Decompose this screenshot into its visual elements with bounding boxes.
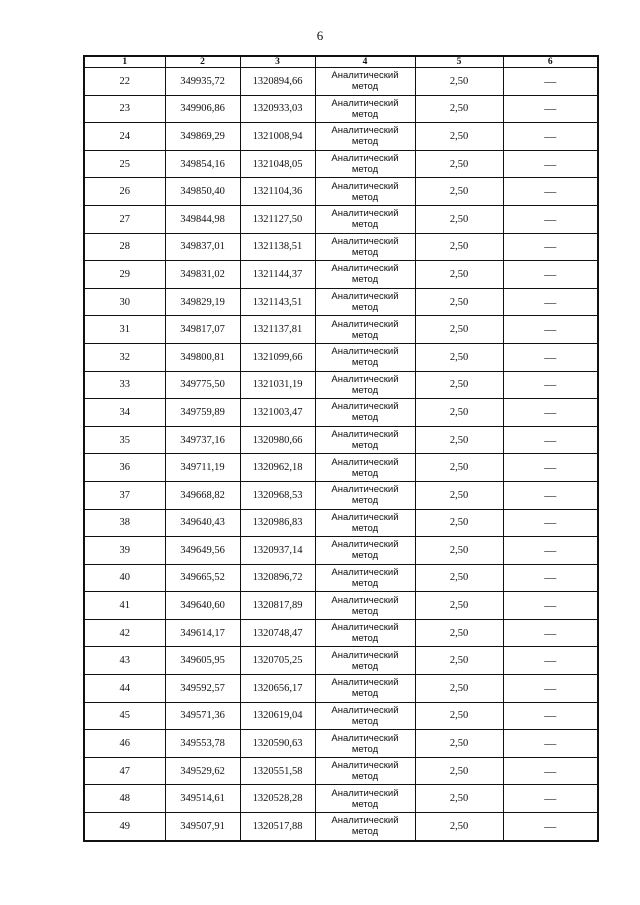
coordinate-y: 1321143,51 — [240, 288, 315, 316]
note-dash: — — [503, 288, 598, 316]
method-cell — [315, 150, 415, 178]
table-row — [84, 343, 598, 371]
coordinate-y: 1320933,03 — [240, 95, 315, 123]
method-line-1: Аналитический — [331, 153, 399, 165]
method-cell — [315, 288, 415, 316]
note-dash: — — [503, 481, 598, 509]
coordinate-y: 1321003,47 — [240, 399, 315, 427]
method-line-2: метод — [351, 771, 379, 783]
method-line-1: Аналитический — [331, 373, 399, 385]
accuracy-value: 2,50 — [415, 702, 503, 730]
table-row — [84, 123, 598, 151]
point-number: 36 — [84, 454, 165, 482]
point-number: 41 — [84, 592, 165, 620]
point-number: 43 — [84, 647, 165, 675]
method-line-1: Аналитический — [331, 566, 399, 578]
method-line-2: метод — [351, 550, 379, 562]
coordinate-x: 349571,36 — [165, 702, 240, 730]
point-number: 27 — [84, 205, 165, 233]
method-cell — [315, 261, 415, 289]
method-cell — [315, 68, 415, 96]
accuracy-value: 2,50 — [415, 813, 503, 841]
coordinate-y: 1320894,66 — [240, 68, 315, 96]
note-dash: — — [503, 371, 598, 399]
accuracy-value: 2,50 — [415, 619, 503, 647]
method-line-2: метод — [351, 384, 379, 396]
method-line-1: Аналитический — [331, 484, 399, 496]
coordinate-x: 349614,17 — [165, 619, 240, 647]
coordinate-x: 349640,60 — [165, 592, 240, 620]
coordinate-x: 349514,61 — [165, 785, 240, 813]
coordinate-y: 1320937,14 — [240, 537, 315, 565]
coordinate-y: 1321031,19 — [240, 371, 315, 399]
method-cell — [315, 123, 415, 151]
note-dash: — — [503, 509, 598, 537]
table-row — [84, 316, 598, 344]
note-dash: — — [503, 95, 598, 123]
note-dash: — — [503, 564, 598, 592]
coordinate-y: 1321099,66 — [240, 343, 315, 371]
coordinate-x: 349869,29 — [165, 123, 240, 151]
coordinate-y: 1320962,18 — [240, 454, 315, 482]
method-line-1: Аналитический — [331, 511, 399, 523]
point-number: 44 — [84, 675, 165, 703]
table-header-row — [84, 56, 598, 68]
point-number: 38 — [84, 509, 165, 537]
accuracy-value: 2,50 — [415, 509, 503, 537]
coordinate-y: 1321008,94 — [240, 123, 315, 151]
method-line-2: метод — [351, 108, 379, 120]
coordinate-y: 1320980,66 — [240, 426, 315, 454]
coordinate-y: 1321144,37 — [240, 261, 315, 289]
method-line-2: метод — [351, 357, 379, 369]
coordinate-y: 1320528,28 — [240, 785, 315, 813]
method-cell — [315, 509, 415, 537]
note-dash: — — [503, 619, 598, 647]
coordinate-x: 349831,02 — [165, 261, 240, 289]
coordinate-x: 349817,07 — [165, 316, 240, 344]
method-cell — [315, 537, 415, 565]
table-row — [84, 68, 598, 96]
coordinate-x: 349935,72 — [165, 68, 240, 96]
coordinate-x: 349529,62 — [165, 757, 240, 785]
method-line-1: Аналитический — [331, 208, 399, 220]
note-dash: — — [503, 150, 598, 178]
coordinate-x: 349837,01 — [165, 233, 240, 261]
note-dash: — — [503, 399, 598, 427]
method-line-1: Аналитический — [331, 97, 399, 109]
point-number: 29 — [84, 261, 165, 289]
accuracy-value: 2,50 — [415, 426, 503, 454]
accuracy-value: 2,50 — [415, 592, 503, 620]
point-number: 47 — [84, 757, 165, 785]
method-cell — [315, 399, 415, 427]
method-line-1: Аналитический — [331, 539, 399, 551]
method-line-2: метод — [351, 715, 379, 727]
point-number: 25 — [84, 150, 165, 178]
table-row — [84, 619, 598, 647]
table-row — [84, 757, 598, 785]
coordinate-x: 349605,95 — [165, 647, 240, 675]
method-line-1: Аналитический — [331, 649, 399, 661]
coordinate-x: 349649,56 — [165, 537, 240, 565]
table-row — [84, 288, 598, 316]
accuracy-value: 2,50 — [415, 150, 503, 178]
note-dash: — — [503, 785, 598, 813]
coordinate-x: 349640,43 — [165, 509, 240, 537]
table-row — [84, 675, 598, 703]
coordinate-x: 349737,16 — [165, 426, 240, 454]
coordinate-y: 1320590,63 — [240, 730, 315, 758]
accuracy-value: 2,50 — [415, 757, 503, 785]
accuracy-value: 2,50 — [415, 68, 503, 96]
method-line-1: Аналитический — [331, 291, 399, 303]
point-number: 42 — [84, 619, 165, 647]
method-line-1: Аналитический — [331, 622, 399, 634]
method-cell — [315, 95, 415, 123]
method-line-2: метод — [351, 522, 379, 534]
point-number: 24 — [84, 123, 165, 151]
accuracy-value: 2,50 — [415, 647, 503, 675]
point-number: 30 — [84, 288, 165, 316]
table-row — [84, 813, 598, 841]
accuracy-value: 2,50 — [415, 95, 503, 123]
column-header-3: 3 — [240, 56, 315, 68]
method-line-2: метод — [351, 246, 379, 258]
coordinate-x: 349665,52 — [165, 564, 240, 592]
table-row — [84, 95, 598, 123]
method-line-2: метод — [351, 826, 379, 838]
table-row — [84, 702, 598, 730]
table-row — [84, 537, 598, 565]
point-number: 26 — [84, 178, 165, 206]
point-number: 33 — [84, 371, 165, 399]
method-cell — [315, 730, 415, 758]
note-dash: — — [503, 178, 598, 206]
accuracy-value: 2,50 — [415, 730, 503, 758]
coordinate-x: 349850,40 — [165, 178, 240, 206]
table-row — [84, 399, 598, 427]
coordinate-y: 1320551,58 — [240, 757, 315, 785]
coordinate-y: 1320517,88 — [240, 813, 315, 841]
coordinate-y: 1320968,53 — [240, 481, 315, 509]
table-row — [84, 150, 598, 178]
coordinate-x: 349553,78 — [165, 730, 240, 758]
method-line-2: метод — [351, 798, 379, 810]
coordinate-y: 1321138,51 — [240, 233, 315, 261]
table-row — [84, 481, 598, 509]
point-number: 45 — [84, 702, 165, 730]
point-number: 48 — [84, 785, 165, 813]
method-line-2: метод — [351, 660, 379, 672]
table-row — [84, 785, 598, 813]
note-dash: — — [503, 537, 598, 565]
coordinate-x: 349775,50 — [165, 371, 240, 399]
method-line-1: Аналитический — [331, 70, 399, 82]
method-cell — [315, 647, 415, 675]
method-line-2: метод — [351, 274, 379, 286]
accuracy-value: 2,50 — [415, 371, 503, 399]
coordinate-x: 349668,82 — [165, 481, 240, 509]
coordinate-x: 349844,98 — [165, 205, 240, 233]
point-number: 32 — [84, 343, 165, 371]
method-cell — [315, 757, 415, 785]
method-cell — [315, 592, 415, 620]
note-dash: — — [503, 675, 598, 703]
accuracy-value: 2,50 — [415, 178, 503, 206]
method-line-2: метод — [351, 302, 379, 314]
table-row — [84, 564, 598, 592]
accuracy-value: 2,50 — [415, 205, 503, 233]
method-cell — [315, 702, 415, 730]
column-header-5: 5 — [415, 56, 503, 68]
coordinate-y: 1321137,81 — [240, 316, 315, 344]
accuracy-value: 2,50 — [415, 343, 503, 371]
coordinate-x: 349759,89 — [165, 399, 240, 427]
note-dash: — — [503, 123, 598, 151]
method-line-2: метод — [351, 440, 379, 452]
method-line-1: Аналитический — [331, 346, 399, 358]
column-header-1: 1 — [84, 56, 165, 68]
coordinate-x: 349800,81 — [165, 343, 240, 371]
method-line-2: метод — [351, 743, 379, 755]
table-row — [84, 205, 598, 233]
method-line-2: метод — [351, 81, 379, 93]
note-dash: — — [503, 261, 598, 289]
coordinate-y: 1320705,25 — [240, 647, 315, 675]
accuracy-value: 2,50 — [415, 233, 503, 261]
accuracy-value: 2,50 — [415, 537, 503, 565]
point-number: 23 — [84, 95, 165, 123]
method-cell — [315, 316, 415, 344]
method-line-2: метод — [351, 412, 379, 424]
table-row — [84, 426, 598, 454]
point-number: 46 — [84, 730, 165, 758]
point-number: 28 — [84, 233, 165, 261]
method-line-1: Аналитический — [331, 401, 399, 413]
note-dash: — — [503, 454, 598, 482]
method-line-1: Аналитический — [331, 677, 399, 689]
note-dash: — — [503, 68, 598, 96]
note-dash: — — [503, 426, 598, 454]
method-line-1: Аналитический — [331, 180, 399, 192]
accuracy-value: 2,50 — [415, 564, 503, 592]
method-cell — [315, 426, 415, 454]
method-line-1: Аналитический — [331, 263, 399, 275]
method-line-2: метод — [351, 164, 379, 176]
table-row — [84, 454, 598, 482]
point-number: 49 — [84, 813, 165, 841]
coordinate-y: 1320619,04 — [240, 702, 315, 730]
method-cell — [315, 454, 415, 482]
coordinate-x: 349711,19 — [165, 454, 240, 482]
method-cell — [315, 481, 415, 509]
table-row — [84, 509, 598, 537]
point-number: 39 — [84, 537, 165, 565]
method-line-1: Аналитический — [331, 235, 399, 247]
column-header-2: 2 — [165, 56, 240, 68]
method-line-1: Аналитический — [331, 815, 399, 827]
method-line-2: метод — [351, 688, 379, 700]
method-line-1: Аналитический — [331, 760, 399, 772]
table-row — [84, 371, 598, 399]
method-line-1: Аналитический — [331, 704, 399, 716]
method-line-2: метод — [351, 219, 379, 231]
method-line-2: метод — [351, 467, 379, 479]
table-row — [84, 592, 598, 620]
note-dash: — — [503, 592, 598, 620]
coordinate-x: 349854,16 — [165, 150, 240, 178]
method-line-2: метод — [351, 605, 379, 617]
accuracy-value: 2,50 — [415, 123, 503, 151]
coordinate-y: 1320656,17 — [240, 675, 315, 703]
accuracy-value: 2,50 — [415, 675, 503, 703]
accuracy-value: 2,50 — [415, 785, 503, 813]
page-number: 6 — [316, 28, 324, 43]
note-dash: — — [503, 647, 598, 675]
method-line-2: метод — [351, 577, 379, 589]
method-line-1: Аналитический — [331, 429, 399, 441]
coordinate-y: 1320986,83 — [240, 509, 315, 537]
point-number: 22 — [84, 68, 165, 96]
method-line-2: метод — [351, 633, 379, 645]
point-number: 37 — [84, 481, 165, 509]
method-line-1: Аналитический — [331, 787, 399, 799]
point-number: 31 — [84, 316, 165, 344]
method-cell — [315, 343, 415, 371]
point-number: 40 — [84, 564, 165, 592]
note-dash: — — [503, 757, 598, 785]
coordinate-y: 1321104,36 — [240, 178, 315, 206]
coordinate-x: 349592,57 — [165, 675, 240, 703]
method-cell — [315, 178, 415, 206]
coordinates-table — [83, 55, 599, 842]
accuracy-value: 2,50 — [415, 481, 503, 509]
coordinate-x: 349906,86 — [165, 95, 240, 123]
method-cell — [315, 785, 415, 813]
method-cell — [315, 675, 415, 703]
method-line-1: Аналитический — [331, 456, 399, 468]
accuracy-value: 2,50 — [415, 316, 503, 344]
method-line-1: Аналитический — [331, 318, 399, 330]
method-line-1: Аналитический — [331, 594, 399, 606]
method-cell — [315, 564, 415, 592]
coordinate-y: 1320817,89 — [240, 592, 315, 620]
method-line-1: Аналитический — [331, 125, 399, 137]
coordinate-y: 1321048,05 — [240, 150, 315, 178]
table-row — [84, 647, 598, 675]
accuracy-value: 2,50 — [415, 288, 503, 316]
table-row — [84, 178, 598, 206]
table-body — [84, 68, 598, 841]
note-dash: — — [503, 233, 598, 261]
accuracy-value: 2,50 — [415, 261, 503, 289]
table-header — [84, 56, 598, 68]
method-line-1: Аналитический — [331, 732, 399, 744]
point-number: 35 — [84, 426, 165, 454]
note-dash: — — [503, 316, 598, 344]
note-dash: — — [503, 730, 598, 758]
method-cell — [315, 813, 415, 841]
column-header-4: 4 — [315, 56, 415, 68]
coordinate-y: 1320896,72 — [240, 564, 315, 592]
point-number: 34 — [84, 399, 165, 427]
method-line-2: метод — [351, 329, 379, 341]
column-header-6: 6 — [503, 56, 598, 68]
table-row — [84, 261, 598, 289]
note-dash: — — [503, 813, 598, 841]
note-dash: — — [503, 702, 598, 730]
note-dash: — — [503, 343, 598, 371]
table-row — [84, 233, 598, 261]
method-line-2: метод — [351, 191, 379, 203]
coordinate-y: 1321127,50 — [240, 205, 315, 233]
method-line-2: метод — [351, 136, 379, 148]
accuracy-value: 2,50 — [415, 454, 503, 482]
method-cell — [315, 619, 415, 647]
coordinate-x: 349829,19 — [165, 288, 240, 316]
method-cell — [315, 205, 415, 233]
coordinate-y: 1320748,47 — [240, 619, 315, 647]
accuracy-value: 2,50 — [415, 399, 503, 427]
method-line-2: метод — [351, 495, 379, 507]
coordinate-x: 349507,91 — [165, 813, 240, 841]
method-cell — [315, 371, 415, 399]
method-cell — [315, 233, 415, 261]
table-row — [84, 730, 598, 758]
note-dash: — — [503, 205, 598, 233]
